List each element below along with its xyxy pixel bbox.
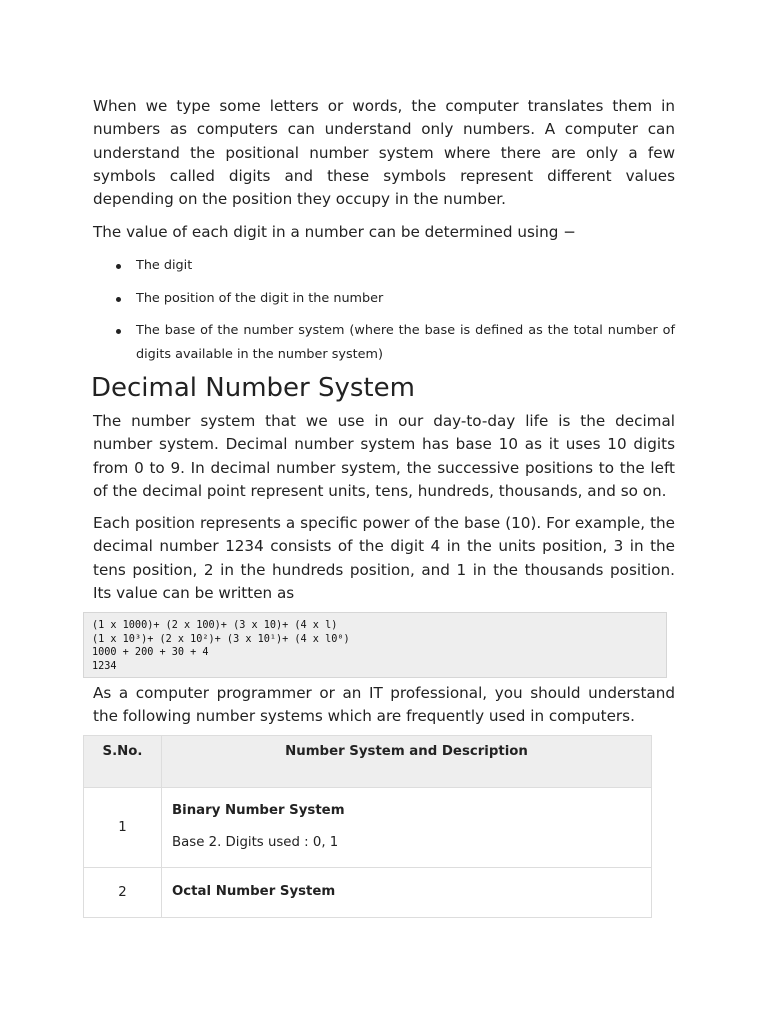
system-detail: Base 2. Digits used : 0, 1 bbox=[172, 835, 339, 850]
table-row bbox=[84, 788, 652, 868]
section-heading: Decimal Number System bbox=[91, 373, 415, 403]
list-item: The digit bbox=[93, 254, 675, 278]
intro-lead: The value of each digit in a number can be determined using − bbox=[93, 223, 576, 241]
code-line: (1 x 10³)+ (2 x 10²)+ (3 x 10¹)+ (4 x l0⁰) bbox=[92, 633, 350, 645]
code-line: (1 x 1000)+ (2 x 100)+ (3 x 10)+ (4 x l) bbox=[92, 620, 338, 631]
code-line: 1234 bbox=[92, 660, 117, 672]
table-header-row bbox=[84, 736, 652, 788]
list-item: The position of the digit in the number bbox=[93, 287, 675, 311]
list-item: The base of the number system (where the base is defined as the total number of digits available in the number system) bbox=[93, 319, 675, 366]
system-name: Binary Number System bbox=[172, 803, 345, 818]
column-header-description: Number System and Description bbox=[162, 736, 652, 788]
code-block bbox=[83, 612, 667, 678]
row-description bbox=[162, 788, 652, 868]
row-number: 1 bbox=[84, 788, 162, 868]
system-name: Octal Number System bbox=[172, 884, 336, 899]
decimal-paragraph-3: As a computer programmer or an IT professional, you should understand the following number systems which are frequently used in computers. bbox=[93, 684, 675, 726]
row-description bbox=[162, 868, 652, 918]
code-line: 1000 + 200 + 30 + 4 bbox=[92, 647, 209, 658]
decimal-paragraph-2: Each position represents a specific power of the base (10). For example, the decimal number 1234 consists of the digit 4 in the units position, 3 in the tens position, 2 in the hundreds position, and 1 in the thousands position. Its value can be written as bbox=[93, 514, 675, 602]
number-systems-table bbox=[83, 735, 652, 918]
row-number: 2 bbox=[84, 868, 162, 918]
column-header-sno: S.No. bbox=[84, 736, 162, 788]
decimal-paragraph-1: The number system that we use in our day-to-day life is the decimal number system. Decimal number system has base 10 as it uses 10 digits from 0 to 9. In decimal number system, the successive positions to the left of the decimal point represent units, tens, hundreds, thousands, and so on. bbox=[93, 412, 675, 500]
digit-value-list bbox=[93, 254, 675, 375]
table-row bbox=[84, 868, 652, 918]
intro-paragraph: When we type some letters or words, the computer translates them in numbers as computers can understand only numbers. A computer can understand the positional number system where there are only a few symbols called digits and these symbols represent different values depending on the position they occupy in the number. bbox=[93, 97, 675, 209]
